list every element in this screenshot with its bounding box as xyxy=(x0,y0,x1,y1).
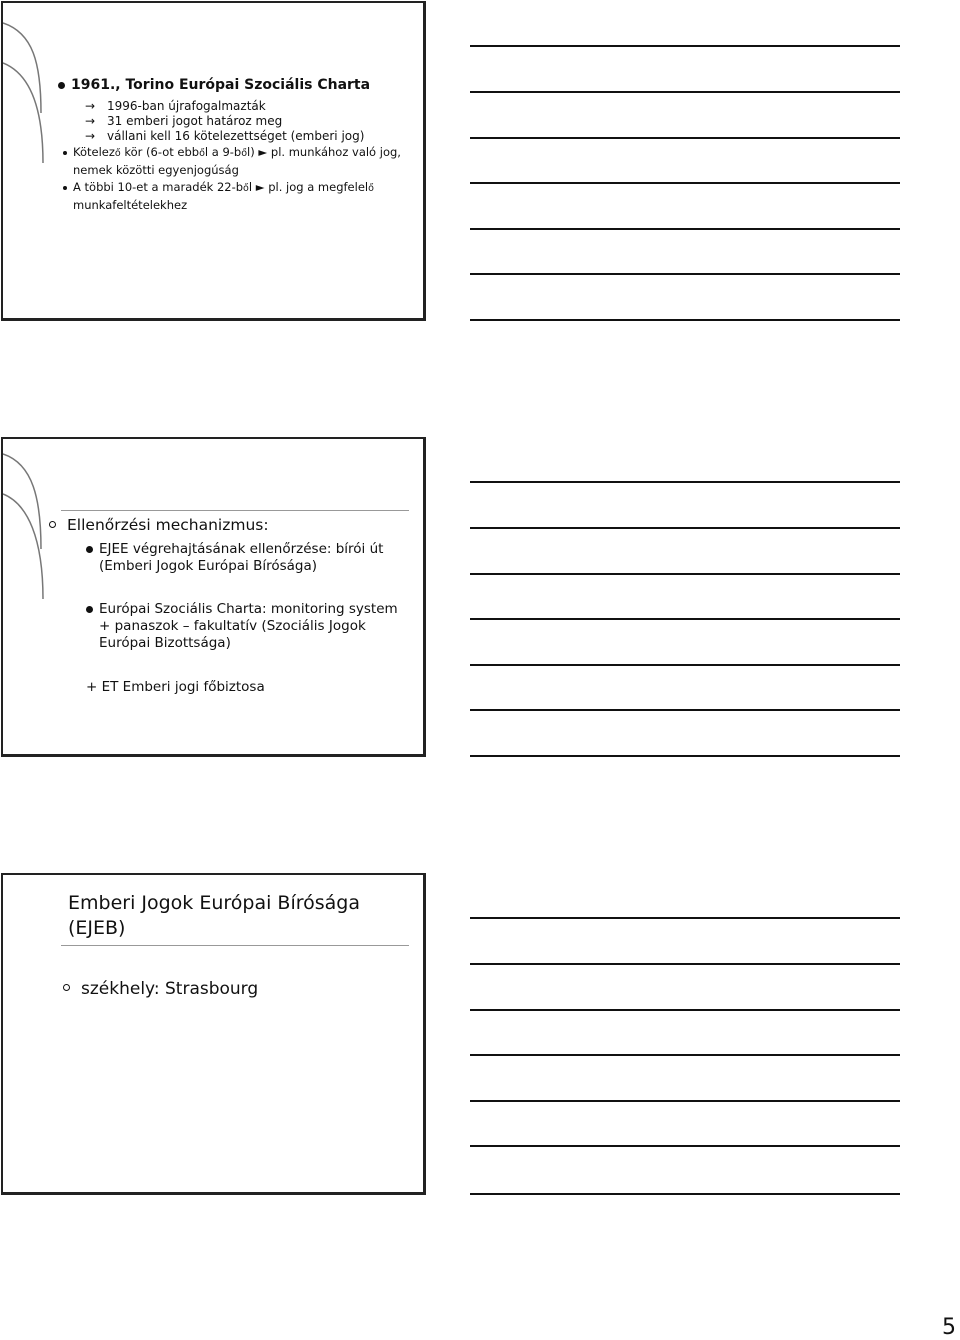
circle-bullet-icon xyxy=(63,984,70,991)
note-line xyxy=(470,1193,900,1195)
arrow-right-icon: → xyxy=(85,114,96,128)
note-line xyxy=(470,228,900,230)
slide-title: Emberi Jogok Európai Bírósága (EJEB) xyxy=(68,892,361,939)
plain-item: + ET Emberi jogi főbiztosa xyxy=(86,679,265,695)
bullet-item: Európai Szociális Charta: monitoring system + panaszok – fakultatív (Szociális Jogok Európai Bizottsága) xyxy=(99,601,409,652)
note-line xyxy=(470,1009,900,1011)
note-line xyxy=(470,1145,900,1147)
title-rule xyxy=(61,945,409,946)
note-line xyxy=(470,755,900,757)
triangle-right-icon: ► xyxy=(255,180,265,194)
note-line xyxy=(470,618,900,620)
note-line xyxy=(470,319,900,321)
slide-decoration xyxy=(3,3,63,321)
triangle-right-icon: ► xyxy=(258,145,268,159)
slide-decoration xyxy=(3,439,63,757)
note-line xyxy=(470,273,900,275)
slide-1 xyxy=(1,1,426,321)
bullet-item: A többi 10-et a maradék 22-ből ► pl. jog a megfelelő munkafeltételekhez xyxy=(73,179,413,214)
slide-title: 1961., Torino Európai Szociális Charta xyxy=(71,77,370,93)
slide-subtitle: székhely: Strasbourg xyxy=(81,979,258,999)
arrow-right-icon: → xyxy=(85,99,96,113)
note-line xyxy=(470,137,900,139)
note-line xyxy=(470,664,900,666)
note-line xyxy=(470,1054,900,1056)
arrow-list-item: → vállani kell 16 kötelezettséget (emberi jog) xyxy=(85,129,365,143)
bullet-dot-icon xyxy=(86,546,93,553)
bullet-dot-icon xyxy=(58,82,65,89)
slide-3 xyxy=(1,873,426,1195)
note-line xyxy=(470,709,900,711)
bullet-dot-icon xyxy=(86,606,93,613)
note-line xyxy=(470,1100,900,1102)
circle-bullet-icon xyxy=(49,521,56,528)
title-rule xyxy=(61,510,409,511)
bullet-dot-icon xyxy=(63,186,67,190)
note-line xyxy=(470,573,900,575)
note-line xyxy=(470,917,900,919)
bullet-dot-icon xyxy=(63,151,67,155)
note-line xyxy=(470,481,900,483)
bullet-item: Kötelező kör (6-ot ebből a 9-ből) ► pl. munkához való jog, nemek közötti egyenjogúság xyxy=(73,144,413,179)
arrow-list-item: → 1996-ban újrafogalmazták xyxy=(85,99,266,113)
page-number: 5 xyxy=(942,1315,956,1340)
note-line xyxy=(470,182,900,184)
slide-title: Ellenőrzési mechanizmus: xyxy=(67,516,269,534)
slide-2 xyxy=(1,437,426,757)
arrow-right-icon: → xyxy=(85,129,96,143)
note-line xyxy=(470,45,900,47)
bullet-item: EJEE végrehajtásának ellenőrzése: bírói út (Emberi Jogok Európai Bírósága) xyxy=(99,541,409,575)
note-line xyxy=(470,963,900,965)
note-line xyxy=(470,527,900,529)
arrow-list-item: → 31 emberi jogot határoz meg xyxy=(85,114,283,128)
note-line xyxy=(470,91,900,93)
